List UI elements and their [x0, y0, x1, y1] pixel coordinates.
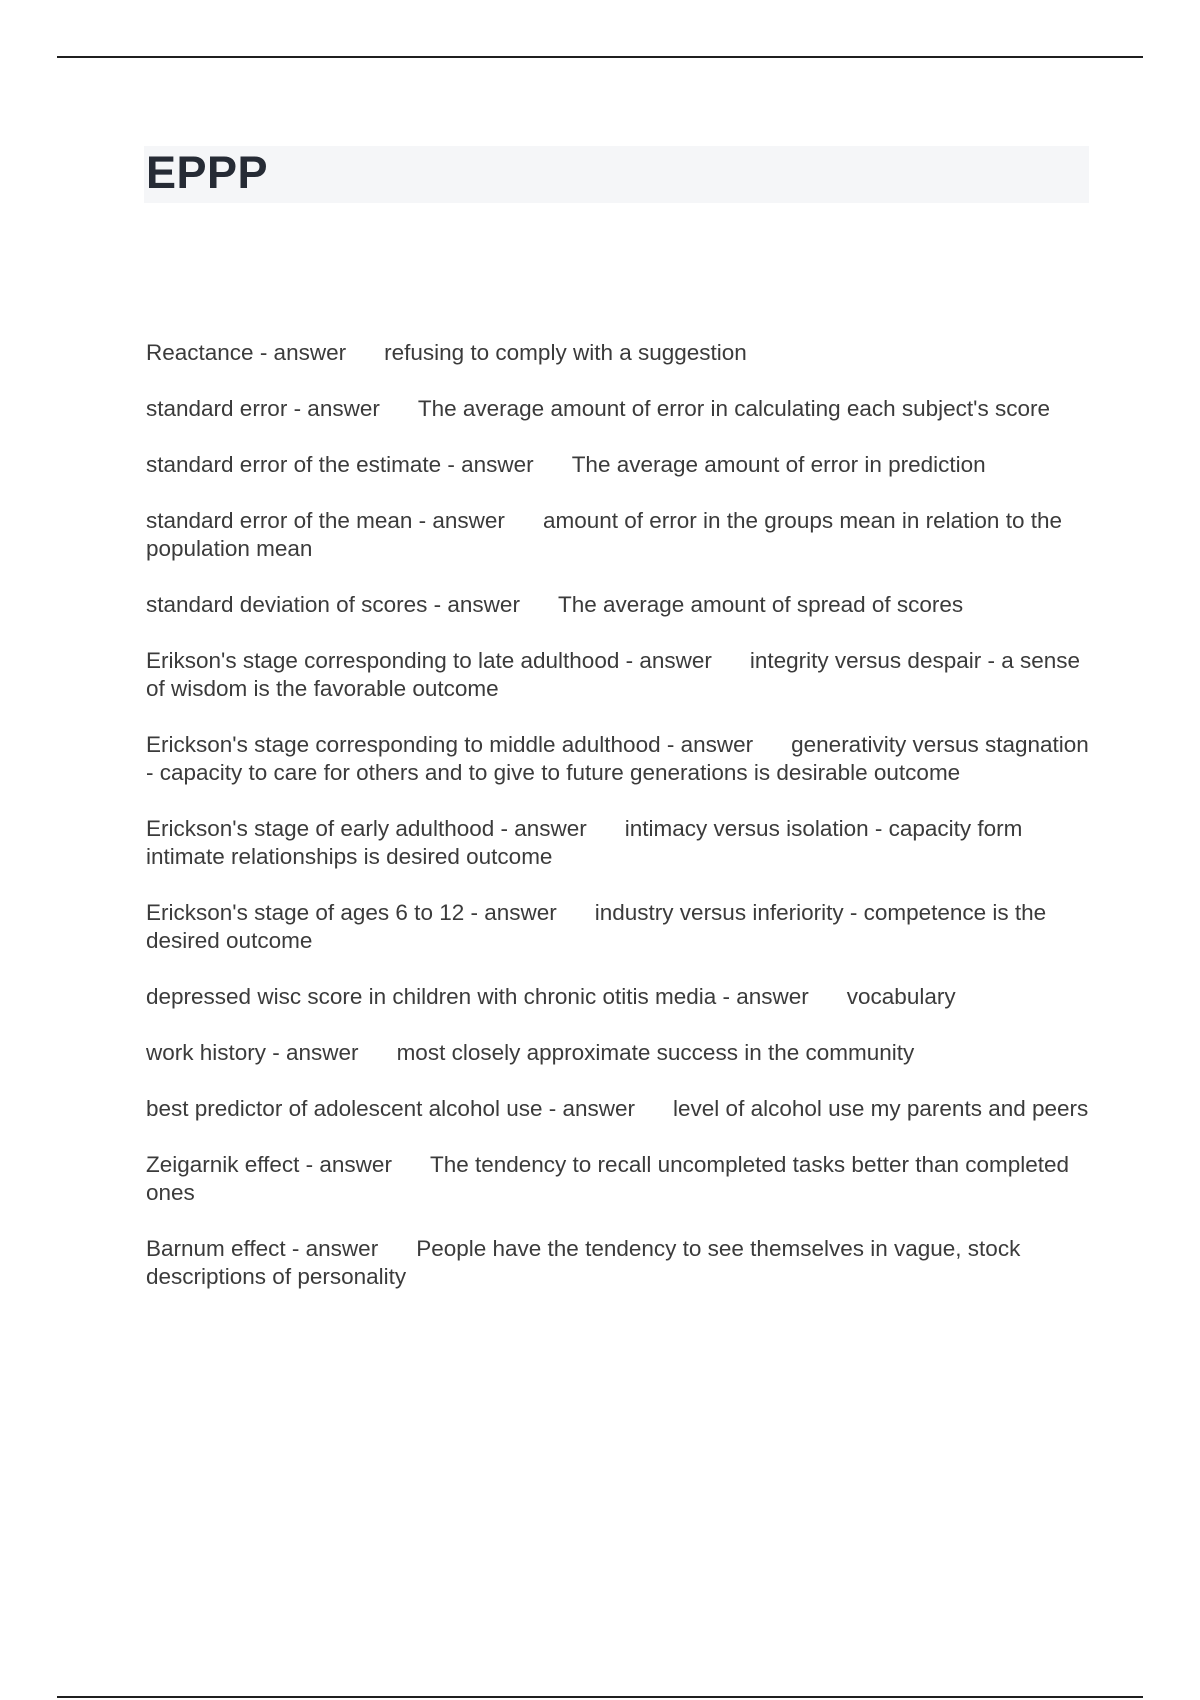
- flashcard-entry: [146, 339, 1096, 367]
- entry-answer: intimacy versus isolation - capacity form intimate relationships is desired outcome: [146, 816, 1023, 869]
- flashcard-entry: [146, 983, 1096, 1011]
- title-band: [144, 146, 1089, 203]
- entry-answer: People have the tendency to see themselves in vague, stock descriptions of personality: [146, 1236, 1021, 1289]
- flashcard-entry: [146, 451, 1096, 479]
- entry-term: work history - answer: [146, 1040, 359, 1065]
- entry-term: standard error - answer: [146, 396, 380, 421]
- entry-term: standard deviation of scores - answer: [146, 592, 520, 617]
- entry-term: Erickson's stage of early adulthood - answer: [146, 816, 587, 841]
- entry-answer: vocabulary: [846, 984, 956, 1009]
- entry-answer: amount of error in the groups mean in relation to the population mean: [146, 508, 1062, 561]
- entry-answer: The average amount of error in calculating each subject's score: [417, 396, 1050, 421]
- flashcard-entry: [146, 1235, 1096, 1291]
- entry-answer: The tendency to recall uncompleted tasks better than completed ones: [146, 1152, 1070, 1205]
- entry-term: best predictor of adolescent alcohol use - answer: [146, 1096, 636, 1121]
- entry-answer: industry versus inferiority - competence is the desired outcome: [146, 900, 1047, 953]
- bottom-rule: [57, 1696, 1143, 1698]
- flashcard-entry: [146, 1095, 1096, 1123]
- flashcard-entry: [146, 507, 1096, 563]
- flashcard-entry: [146, 899, 1096, 955]
- entry-answer: refusing to comply with a suggestion: [384, 340, 747, 365]
- entry-term: Erickson's stage corresponding to middle adulthood - answer: [146, 732, 754, 757]
- flashcard-list: [146, 339, 1096, 1319]
- top-rule: [57, 56, 1143, 58]
- entry-answer: integrity versus despair - a sense of wisdom is the favorable outcome: [146, 648, 1081, 701]
- flashcard-entry: [146, 731, 1096, 787]
- entry-term: Zeigarnik effect - answer: [146, 1152, 392, 1177]
- entry-term: Barnum effect - answer: [146, 1236, 379, 1261]
- entry-term: standard error of the mean - answer: [146, 508, 505, 533]
- entry-answer: level of alcohol use my parents and peers: [673, 1096, 1089, 1121]
- flashcard-entry: [146, 647, 1096, 703]
- entry-answer: The average amount of error in prediction: [571, 452, 986, 477]
- entry-answer: generativity versus stagnation - capacity to care for others and to give to future generations is desirable outcome: [146, 732, 1089, 785]
- flashcard-entry: [146, 815, 1096, 871]
- flashcard-entry: [146, 1151, 1096, 1207]
- entry-answer: most closely approximate success in the community: [396, 1040, 915, 1065]
- entry-term: depressed wisc score in children with chronic otitis media - answer: [146, 984, 809, 1009]
- entry-term: Reactance - answer: [146, 340, 347, 365]
- entry-answer: The average amount of spread of scores: [557, 592, 964, 617]
- flashcard-entry: [146, 395, 1096, 423]
- entry-term: standard error of the estimate - answer: [146, 452, 534, 477]
- entry-term: Erickson's stage of ages 6 to 12 - answer: [146, 900, 557, 925]
- entry-term: Erikson's stage corresponding to late adulthood - answer: [146, 648, 712, 673]
- flashcard-entry: [146, 1039, 1096, 1067]
- document-title: EPPP: [146, 147, 269, 198]
- flashcard-entry: [146, 591, 1096, 619]
